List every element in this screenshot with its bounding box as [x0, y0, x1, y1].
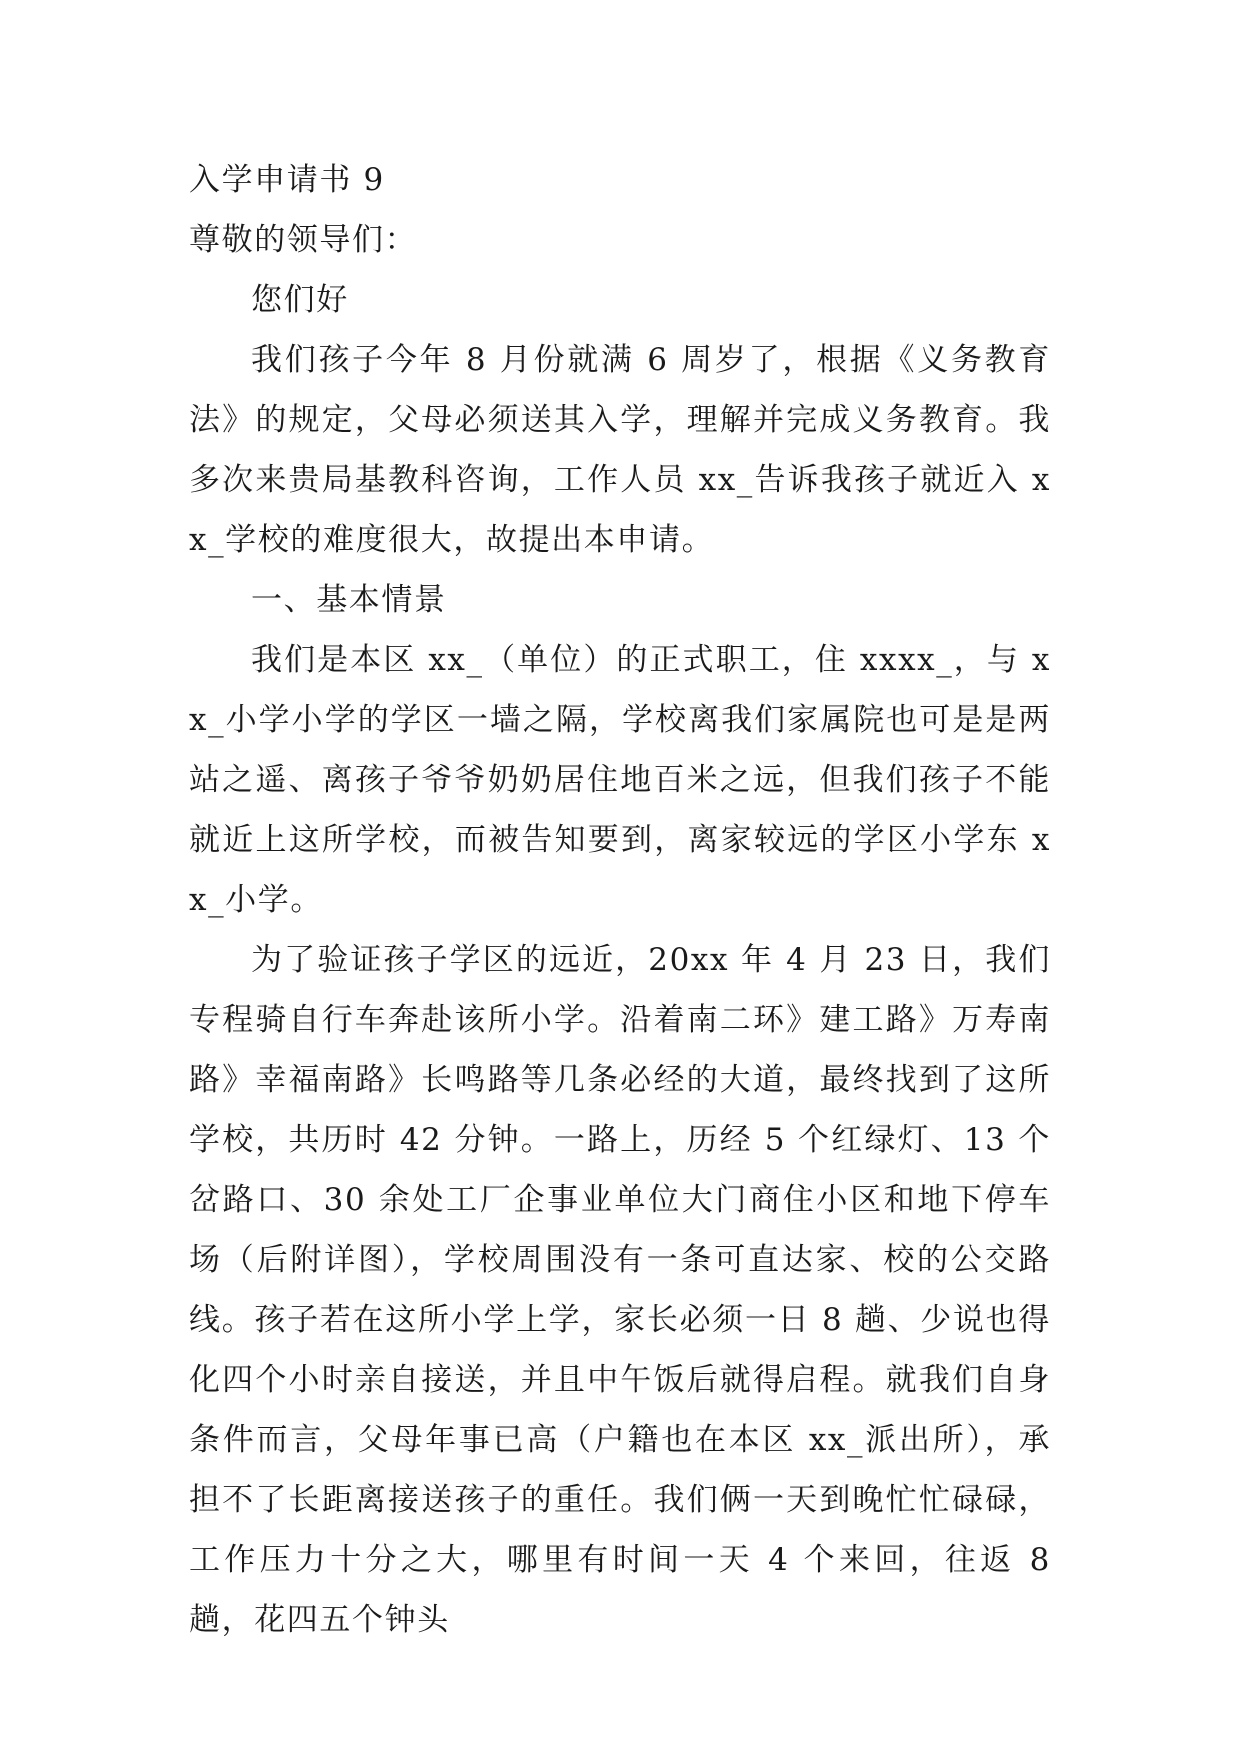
verification-paragraph: 为了验证孩子学区的远近，20xx 年 4 月 23 日，我们专程骑自行车奔赴该所小学。沿着南二环》建工路》万寿南路》幸福南路》长鸣路等几条必经的大道，最终找到了这所学校，共历时 42 分钟。一路上，历经 5 个红绿灯、13 个岔路口、30 余处工厂企事业单位大门商住小区和地下停车场（后附详图），学校周围没有一条可直达家、校的公交路线。孩子若在这所小学上学，家长必须一日 8 趟、少说也得化四个小时亲自接送，并且中午饭后就得启程。就我们自身条件而言，父母年事已高（户籍也在本区 xx_派出所），承担不了长距离接送孩子的重任。我们俩一天到晚忙忙碌碌，工作压力十分之大，哪里有时间一天 4 个来回，往返 8 趟，花四五个钟头	[189, 942, 1051, 1638]
salutation: 尊敬的领导们：	[189, 222, 418, 258]
document-page	[189, 150, 1051, 1650]
document-title: 入学申请书 9	[189, 162, 385, 198]
section-heading-basic-situation: 一、基本情景	[251, 582, 447, 618]
intro-paragraph: 我们孩子今年 8 月份就满 6 周岁了，根据《义务教育法》的规定，父母必须送其入学，理解并完成义务教育。我多次来贵局基教科咨询，工作人员 xx_告诉我孩子就近入 xx_学校的难度很大，故提出本申请。	[189, 342, 1051, 558]
greeting-paragraph: 您们好	[251, 282, 349, 318]
situation-paragraph: 我们是本区 xx_（单位）的正式职工，住 xxxx_，与 xx_小学小学的学区一墙之隔，学校离我们家属院也可是是两站之遥、离孩子爷爷奶奶居住地百米之远，但我们孩子不能就近上这所学校，而被告知要到，离家较远的学区小学东 xx_小学。	[189, 642, 1051, 918]
